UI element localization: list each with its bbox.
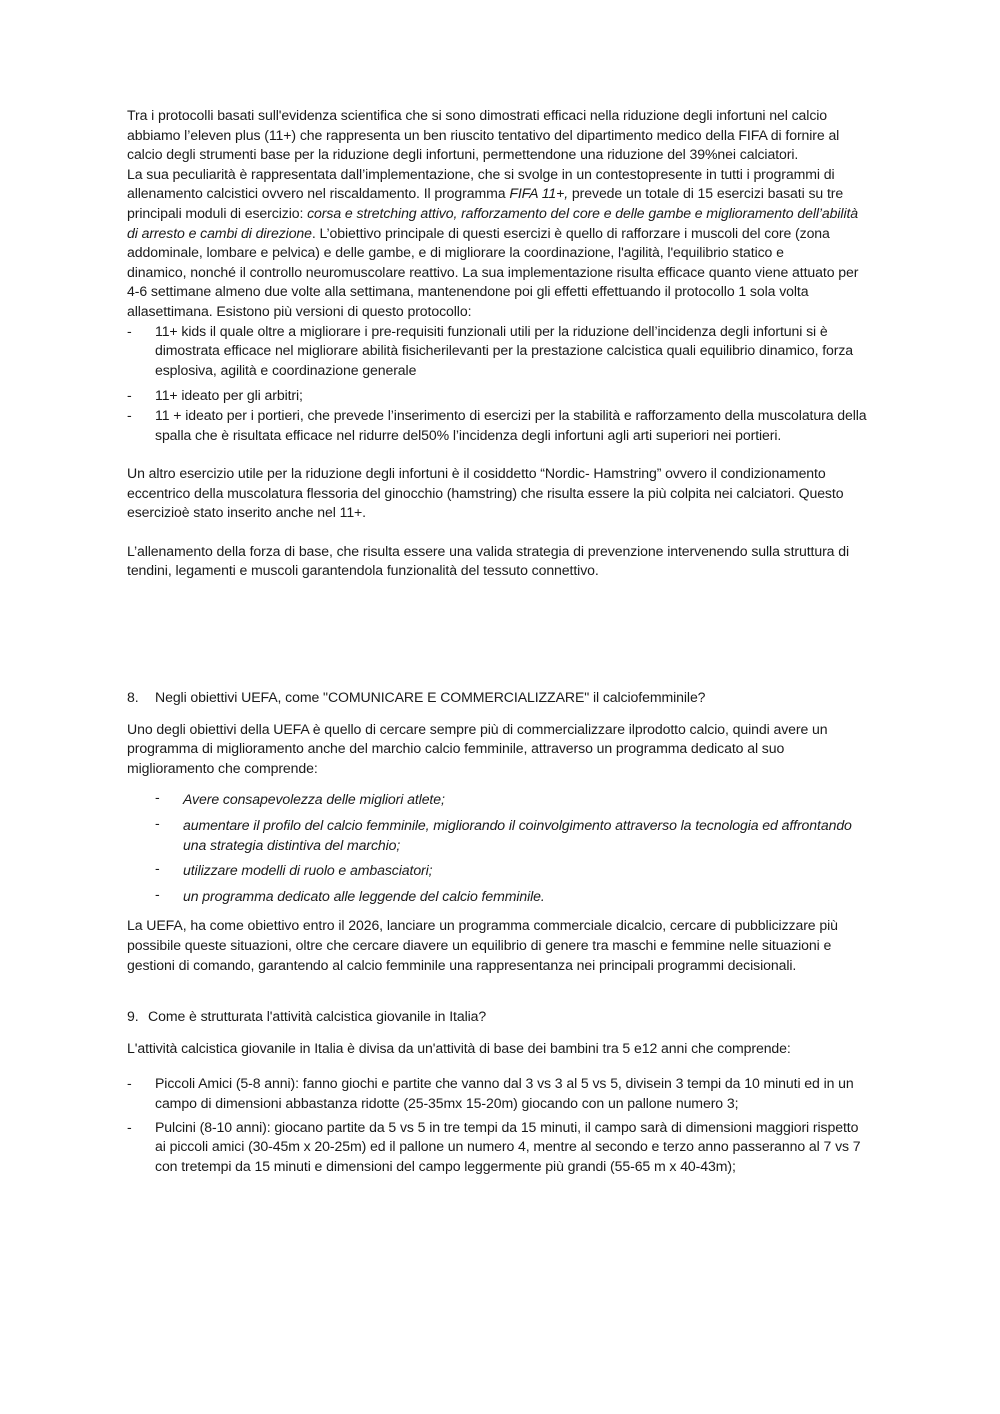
list-item: - 11 + ideato per i portieri, che prevede l’inserimento di esercizi per la stabilità e rafforzamento della muscolatura della spalla che è risultata efficace nel ridurre del50% l’incidenza degli infortuni agli arti superiori nei portieri. bbox=[127, 406, 867, 445]
section-8-heading bbox=[127, 688, 867, 708]
list-item: - aumentare il profilo del calcio femminile, migliorando il coinvolgimento attraverso la tecnologia ed affrontando una strategia distintiva del marchio; bbox=[127, 816, 867, 855]
section-9-heading bbox=[127, 1007, 867, 1027]
paragraph-11plus-intro: Tra i protocolli basati sull'evidenza scientifica che si sono dimostrati efficaci nella riduzione degli infortuni nel calcio abbiamo l’eleven plus (11+) che rappresenta un ben riuscito tentativo del dipartimento medico della FIFA di fornire al calcio degli strumenti base per la riduzione degli infortuni, permettendone una riduzione del 39%nei calciatori. bbox=[127, 107, 840, 163]
italic-text-run: corsa e stretching attivo, rafforzamento del core e delle gambe e miglioramento dell’abilità di arresto e cambi di direzione bbox=[127, 204, 859, 241]
text-run: La sua peculiarità è rappresentata dall’implementazione, che si svolge in un contestopresente in tutti i programmi di allenamento calcistici ovvero nel riscaldamento. Il programma bbox=[127, 165, 835, 202]
paragraph-11plus-implementation: dinamico, nonché il controllo neuromuscolare reattivo. La sua implementazione risulta efficace quanto viene attuato per 4-6 settimane almeno due volte alla settimana, mantenendone poi gli effetti effettuando il protocollo 1 sola volta allasettimana. Esistono più versioni di questo protocollo: bbox=[127, 263, 859, 319]
list-item: - 11+ ideato per gli arbitri; bbox=[127, 386, 867, 406]
paragraph-uefa-objectives: Uno degli obiettivi della UEFA è quello di cercare sempre più di commercializzare ilprodotto calcio, quindi avere un programma di miglioramento anche del marchio calcio femminile, attraverso un programma dedicato al suo miglioramento che comprende: bbox=[127, 720, 828, 776]
document-page bbox=[127, 106, 867, 1176]
list-item: - Pulcini (8-10 anni): giocano partite da 5 vs 5 in tre tempi da 15 minuti, il campo sarà di dimensioni maggiori rispetto ai piccoli amici (30-45m x 20-25m) ed il pallone un numero 4, mentre al secondo e terzo anno passeranno al 7 vs 7 con tretempi da 15 minuti e dimensioni del campo leggermente più grandi (55-65 m x 40-43m); bbox=[127, 1118, 867, 1177]
list-item: - Piccoli Amici (5-8 anni): fanno giochi e partite che vanno dal 3 vs 3 al 5 vs 5, divisein 3 tempi da 10 minuti ed in un campo di dimensioni abbastanza ridotte (25-35mx 15-20m) giocando con un pallone numero 3; bbox=[127, 1074, 867, 1113]
paragraph-11plus-peculiarity bbox=[127, 165, 867, 263]
uefa-program-list bbox=[127, 790, 867, 906]
section-number: 8. bbox=[127, 689, 139, 706]
paragraph-youth-football: L'attività calcistica giovanile in Italia è divisa da un'attività di base dei bambini tra 5 e12 anni che comprende: bbox=[127, 1039, 791, 1056]
paragraph-nordic-hamstring: Un altro esercizio utile per la riduzione degli infortuni è il cosiddetto “Nordic- Hamstring” ovvero il condizionamento eccentrico della muscolatura flessoria del ginocchio (hamstring) che risulta essere la più colpita nei calciatori. Questo esercizioè stato inserito anche nel 11+. bbox=[127, 465, 844, 521]
protocol-versions-list bbox=[127, 322, 867, 446]
text-run: . L’obiettivo principale di questi esercizi è quello di rafforzare i muscoli del core (zona addominale, lombare e pelvica) e delle gambe, e di migliorare la coordinazione, l'agilità, l'equilibrio statico e bbox=[127, 224, 830, 261]
section-number: 9. bbox=[127, 1008, 139, 1025]
list-item: - utilizzare modelli di ruolo e ambasciatori; bbox=[127, 861, 867, 881]
list-item: - 11+ kids il quale oltre a migliorare i pre-requisiti funzionali utili per la riduzione dell’incidenza degli infortuni si è dimostrata efficace nel migliorare abilità fisicherilevanti per la prestazione calcistica quali equilibrio dinamico, forza esplosiva, agilità e coordinazione generale bbox=[127, 322, 867, 381]
youth-categories-list bbox=[127, 1074, 867, 1176]
paragraph-strength-training: L’allenamento della forza di base, che risulta essere una valida strategia di prevenzione intervenendo sulla struttura di tendini, legamenti e muscoli garantendola funzionalità del tessuto connettivo. bbox=[127, 542, 850, 579]
list-item: - Avere consapevolezza delle migliori atlete; bbox=[127, 790, 867, 810]
text-run: prevede un totale di 15 esercizi basati su tre principali moduli di esercizio: bbox=[127, 185, 844, 221]
list-item: - un programma dedicato alle leggende del calcio femminile. bbox=[127, 887, 867, 907]
section-question: Come è strutturata l'attività calcistica giovanile in Italia? bbox=[148, 1008, 487, 1025]
section-question: Negli obiettivi UEFA, come "COMUNICARE E COMMERCIALIZZARE" il calciofemminile? bbox=[155, 689, 706, 706]
paragraph-uefa-2026: La UEFA, ha come obiettivo entro il 2026, lanciare un programma commerciale dicalcio, cercare di pubblicizzare più possibile queste situazioni, oltre che cercare diavere un equilibrio di genere tra maschi e femmine nelle situazioni e gestioni di comando, garantendo al calcio femminile una rappresentanza nei principali programmi decisionali. bbox=[127, 917, 838, 973]
italic-text-run: FIFA 11+, bbox=[509, 185, 569, 202]
